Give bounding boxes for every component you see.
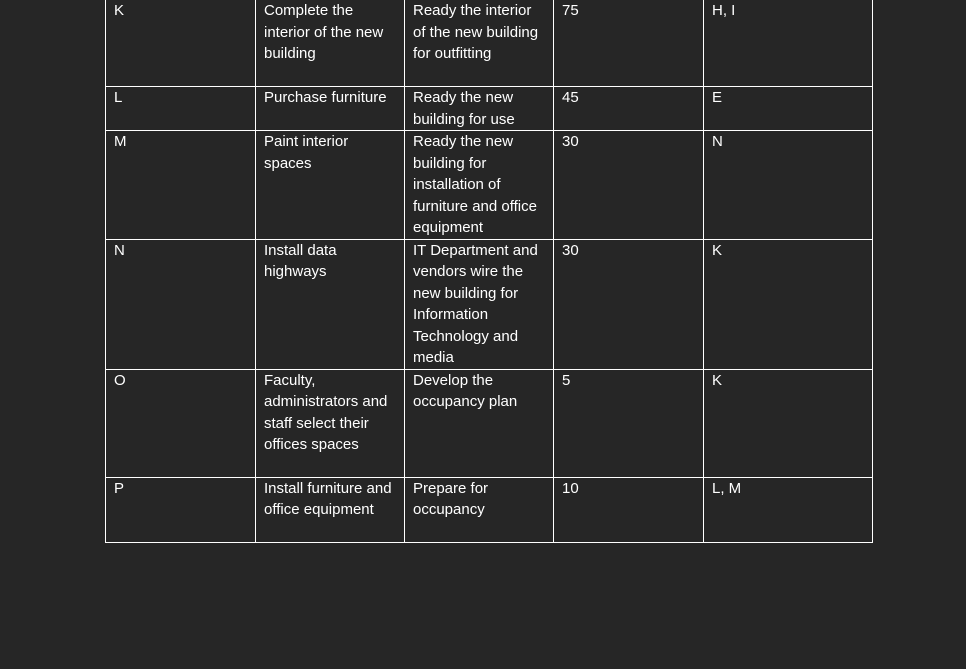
description-cell: Faculty, administrators and staff select their offices spaces [256, 369, 405, 477]
predecessors-cell: N [704, 131, 873, 240]
table-row [106, 369, 873, 477]
activity-cell: N [106, 239, 256, 369]
activity-table [105, 0, 873, 543]
activity-cell: P [106, 477, 256, 542]
outcome-cell: IT Department and vendors wire the new building for Information Technology and media [405, 239, 554, 369]
activity-cell: L [106, 87, 256, 131]
table-row [106, 239, 873, 369]
predecessors-cell: K [704, 239, 873, 369]
predecessors-cell: L, M [704, 477, 873, 542]
outcome-cell: Develop the occupancy plan [405, 369, 554, 477]
predecessors-cell: K [704, 369, 873, 477]
description-cell: Install data highways [256, 239, 405, 369]
days-cell: 75 [554, 0, 704, 87]
outcome-cell: Ready the new building for installation of furniture and office equipment [405, 131, 554, 240]
table-row [106, 0, 873, 87]
outcome-cell: Prepare for occupancy [405, 477, 554, 542]
table-row [106, 131, 873, 240]
description-cell: Install furniture and office equipment [256, 477, 405, 542]
activity-cell: M [106, 131, 256, 240]
outcome-cell: Ready the interior of the new building for outfitting [405, 0, 554, 87]
table-row [106, 87, 873, 131]
activity-cell: K [106, 0, 256, 87]
activity-cell: O [106, 369, 256, 477]
description-cell: Complete the interior of the new building [256, 0, 405, 87]
outcome-cell: Ready the new building for use [405, 87, 554, 131]
days-cell: 30 [554, 131, 704, 240]
predecessors-cell: E [704, 87, 873, 131]
description-cell: Purchase furniture [256, 87, 405, 131]
days-cell: 45 [554, 87, 704, 131]
days-cell: 10 [554, 477, 704, 542]
predecessors-cell: H, I [704, 0, 873, 87]
days-cell: 5 [554, 369, 704, 477]
description-cell: Paint interior spaces [256, 131, 405, 240]
table-row [106, 477, 873, 542]
days-cell: 30 [554, 239, 704, 369]
